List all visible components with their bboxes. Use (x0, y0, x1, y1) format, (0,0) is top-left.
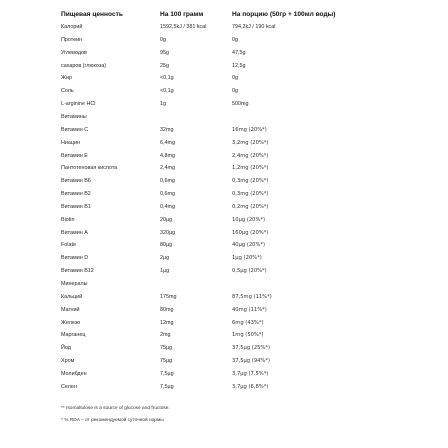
table-row (0, 126, 448, 135)
nutrient-name: Углеводов (61, 49, 87, 56)
nutrient-name: Молибден (61, 370, 87, 377)
per-100g-value: 7,5µg (160, 370, 174, 377)
per-serving-value: 0g (232, 88, 238, 95)
nutrient-name: Протеин (61, 36, 83, 43)
table-row (0, 100, 448, 109)
table-row (0, 23, 448, 32)
per-100g-value: 12mg (160, 319, 174, 326)
table-row (0, 164, 448, 173)
per-serving-value: 1mg (50%*) (232, 332, 264, 339)
footnote-rda: * % RDA – от рекомендуемой суточной нормы (61, 418, 164, 423)
per-serving-value: 37,5µg (94%*) (232, 358, 270, 365)
nutrient-name: Пантотеновая кислота (61, 165, 118, 172)
per-100g-value: 0,6mg (160, 191, 175, 197)
per-100g-value: <0,1g (160, 75, 174, 82)
per-serving-value: 3,2mg (20%*) (232, 139, 269, 146)
per-100g-value: 2µg (160, 255, 170, 262)
nutrient-name: Железо (61, 319, 81, 326)
table-row (0, 229, 448, 238)
table-row (0, 319, 448, 328)
nutrient-name: Калорий (61, 24, 83, 30)
nutrient-name: Витамин C (61, 126, 89, 133)
per-100g-value: <0,1g (160, 88, 174, 95)
per-serving-value: 37,5µg (25%*) (232, 345, 270, 352)
table-row (0, 62, 448, 71)
per-100g-value: 4,8mg (160, 152, 175, 159)
per-100g-value: 7,5µg (160, 383, 174, 390)
table-row (0, 357, 448, 366)
table-row (0, 216, 448, 225)
per-100g-value: 0,6mg (160, 178, 175, 185)
table-row (0, 383, 448, 392)
per-100g-value: 80mg (160, 306, 174, 313)
nutrient-name: Йод (61, 345, 71, 352)
per-serving-value: 0,3mg (20%*) (232, 191, 269, 197)
per-100g-value: 25g (160, 62, 169, 69)
nutrient-name: Ниацин (61, 139, 80, 146)
per-serving-value: 0,5µg (20%*) (232, 268, 267, 275)
per-serving-value: 160µg (20%*) (232, 229, 269, 236)
per-serving-value: 40µg (20%*) (232, 242, 266, 249)
per-serving-value: 500mg (232, 101, 249, 108)
header-nutrition-value: Пищевая ценность (61, 11, 123, 18)
table-row (0, 152, 448, 161)
per-serving-value: 12,5g (232, 62, 246, 69)
table-row (0, 293, 448, 302)
table-row (0, 370, 448, 379)
nutrient-name: Кальций (61, 293, 83, 300)
nutrient-name: Магний (61, 306, 80, 313)
nutrient-name: сахаров (глюкоза) (61, 62, 107, 69)
nutrient-name: Марганец (61, 332, 86, 339)
header-per-serving: На порцию (50гр + 100мл воды) (232, 11, 336, 18)
per-serving-value: 0,2mg (20%*) (232, 203, 269, 210)
per-100g-value: 20µg (160, 216, 173, 223)
per-serving-value: 0g (232, 75, 238, 82)
table-row (0, 87, 448, 96)
nutrient-name: Соль (61, 88, 74, 95)
per-serving-value: 3,7µg (6,8%*) (232, 383, 269, 390)
per-100g-value: 1592,5kJ / 381 kcal (160, 24, 207, 30)
per-100g-value: 75µg (160, 358, 173, 365)
per-serving-value: 16mg (20%*) (232, 126, 267, 133)
per-serving-value: 3,7µg (7,5%*) (232, 370, 269, 377)
per-100g-value: 6,4mg (160, 139, 175, 146)
per-100g-value: 75µg (160, 345, 173, 352)
per-serving-value: 87,5mg (11%*) (232, 293, 272, 300)
per-100g-value: 1µg (160, 268, 170, 275)
table-row (0, 344, 448, 353)
table-row (0, 331, 448, 340)
table-row (0, 139, 448, 148)
per-serving-value: 1,2mg (20%*) (232, 165, 269, 172)
table-row (0, 36, 448, 45)
nutrient-name: L-arginine HCl (61, 101, 96, 108)
nutrient-name: Витамин D (61, 255, 89, 262)
nutrient-name: Витамины (61, 114, 87, 120)
per-serving-value: 40mg (11%*) (232, 306, 267, 313)
table-row (0, 280, 448, 289)
nutrient-name: Folate (61, 242, 76, 249)
per-serving-value: 6mg (43%*) (232, 319, 264, 326)
header-per-100g: На 100 грамм (160, 11, 204, 18)
footnote-isomaltulose: ** Isomaltulose is a source of glucose and fructose. (61, 406, 170, 411)
per-serving-value: 47,5g (232, 49, 246, 56)
table-row (0, 203, 448, 212)
nutrient-name: Жир (61, 75, 72, 82)
nutrient-name: Витамин B2 (61, 191, 91, 197)
per-serving-value: 0,3mg (20%*) (232, 178, 269, 185)
per-100g-value: 175mg (160, 293, 177, 300)
nutrient-name: Витамин B6 (61, 178, 91, 185)
per-serving-value: 10µg (20%*) (232, 216, 266, 223)
per-serving-value: 794,2kJ / 190 kcal (232, 24, 276, 30)
nutrient-name: Хром (61, 358, 75, 365)
per-100g-value: 80µg (160, 242, 173, 249)
nutrient-name: Селен (61, 383, 77, 390)
per-100g-value: 2,4mg (160, 165, 175, 172)
nutrient-name: Витамин A (61, 229, 88, 236)
nutrient-name: Витамин B12 (61, 268, 94, 275)
per-100g-value: 95g (160, 49, 169, 56)
table-row (0, 74, 448, 83)
table-row (0, 49, 448, 58)
per-100g-value: 1g (160, 101, 166, 108)
table-row (0, 306, 448, 315)
per-100g-value: 32mg (160, 126, 174, 133)
per-100g-value: 2mg (160, 332, 171, 339)
per-100g-value: 0g (160, 36, 166, 43)
table-row (0, 177, 448, 186)
nutrient-name: Biotin (61, 216, 75, 223)
nutrient-name: Витамин B1 (61, 203, 91, 210)
per-serving-value: 1µg (20%*) (232, 255, 262, 262)
nutrient-name: Витамин E (61, 152, 88, 159)
table-row (0, 190, 448, 199)
table-row (0, 254, 448, 263)
nutrient-name: Минералы (61, 281, 88, 287)
table-row (0, 241, 448, 250)
per-serving-value: 2,4mg (20%*) (232, 152, 269, 159)
per-serving-value: 0g (232, 36, 238, 43)
table-row (0, 267, 448, 276)
table-row (0, 113, 448, 122)
per-100g-value: 320µg (160, 229, 176, 236)
per-100g-value: 0,4mg (160, 203, 175, 210)
